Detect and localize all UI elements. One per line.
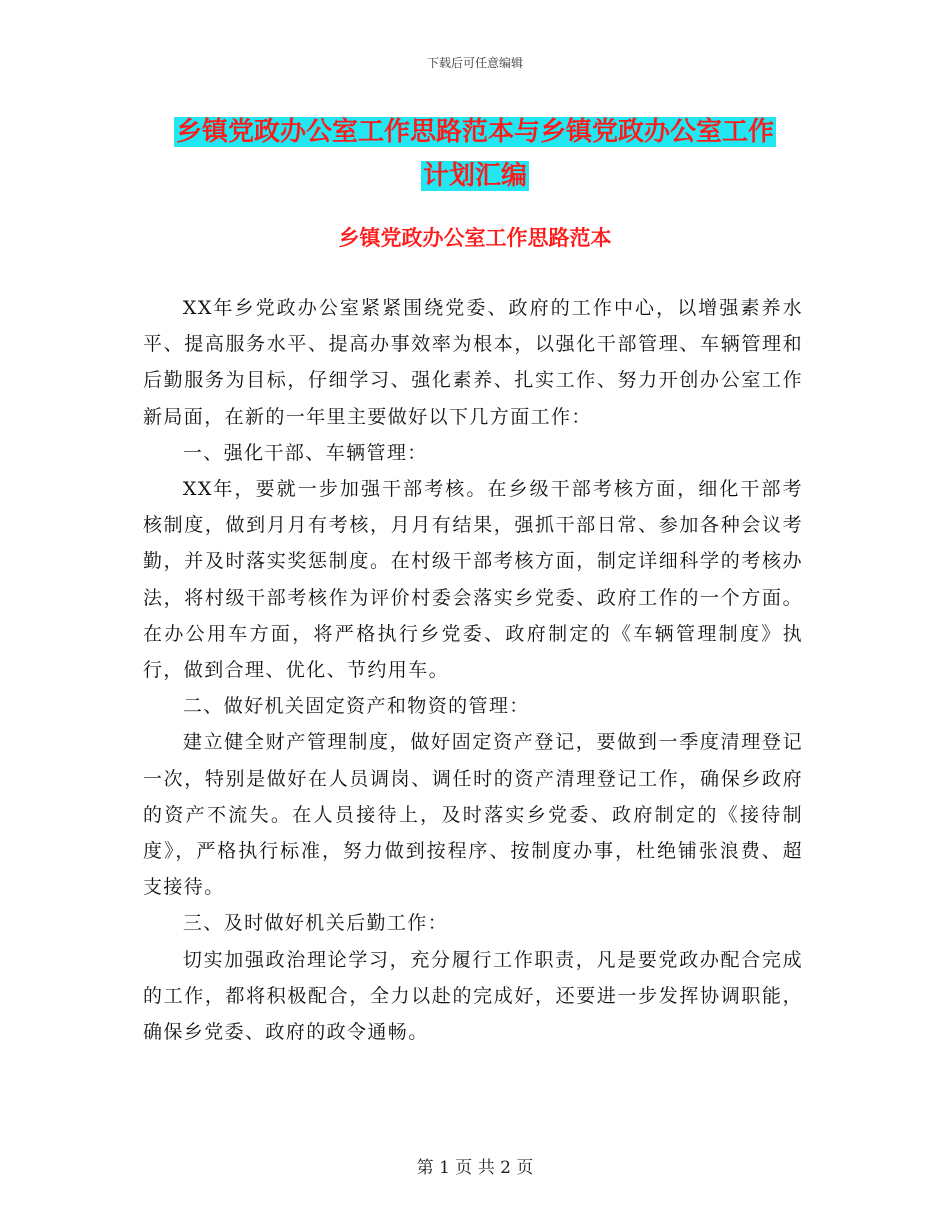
page-footer: 第 1 页 共 2 页 <box>416 1158 534 1178</box>
body-text <box>143 290 803 1050</box>
section-title: 乡镇党政办公室工作思路范本 <box>338 226 612 250</box>
main-title-line2: 计划汇编 <box>422 161 527 191</box>
paragraph-1: XX年，要就一步加强干部考核。在乡级干部考核方面，细化干部考核制度，做到月月有考核，月月有结果，强抓干部日常、参加各种会议考勤，并及时落实奖惩制度。在村级干部考核方面，制定详细科学的考核办法，将村级干部考核作为评价村委会落实乡党委、政府工作的一个方面。在办公用车方面，将严格执行乡党委、政府制定的《车辆管理制度》执行，做到合理、优化、节约用车。 <box>143 478 803 682</box>
paragraph-intro: XX年乡党政办公室紧紧围绕党委、政府的工作中心，以增强素养水平、提高服务水平、提高办事效率为根本，以强化干部管理、车辆管理和后勤服务为目标，仔细学习、强化素养、扎实工作、努力开创办公室工作新局面，在新的一年里主要做好以下几方面工作： <box>143 297 803 428</box>
main-title <box>0 110 950 198</box>
heading-1: 一、强化干部、车辆管理： <box>182 441 428 464</box>
heading-2: 二、做好机关固定资产和物资的管理： <box>182 695 530 718</box>
paragraph-2: 建立健全财产管理制度，做好固定资产登记，要做到一季度清理登记一次，特别是做好在人员调岗、调任时的资产清理登记工作，确保乡政府的资产不流失。在人员接待上，及时落实乡党委、政府制定的《接待制度》，严格执行标准，努力做到按程序、按制度办事，杜绝铺张浪费、超支接待。 <box>143 731 803 899</box>
header-note: 下载后可任意编辑 <box>426 56 523 70</box>
heading-3: 三、及时做好机关后勤工作： <box>182 912 449 935</box>
paragraph-3: 切实加强政治理论学习，充分履行工作职责，凡是要党政办配合完成的工作，都将积极配合，全力以赴的完成好，还要进一步发挥协调职能，确保乡党委、政府的政令通畅。 <box>143 948 803 1044</box>
main-title-line1: 乡镇党政办公室工作思路范本与乡镇党政办公室工作 <box>175 117 774 147</box>
